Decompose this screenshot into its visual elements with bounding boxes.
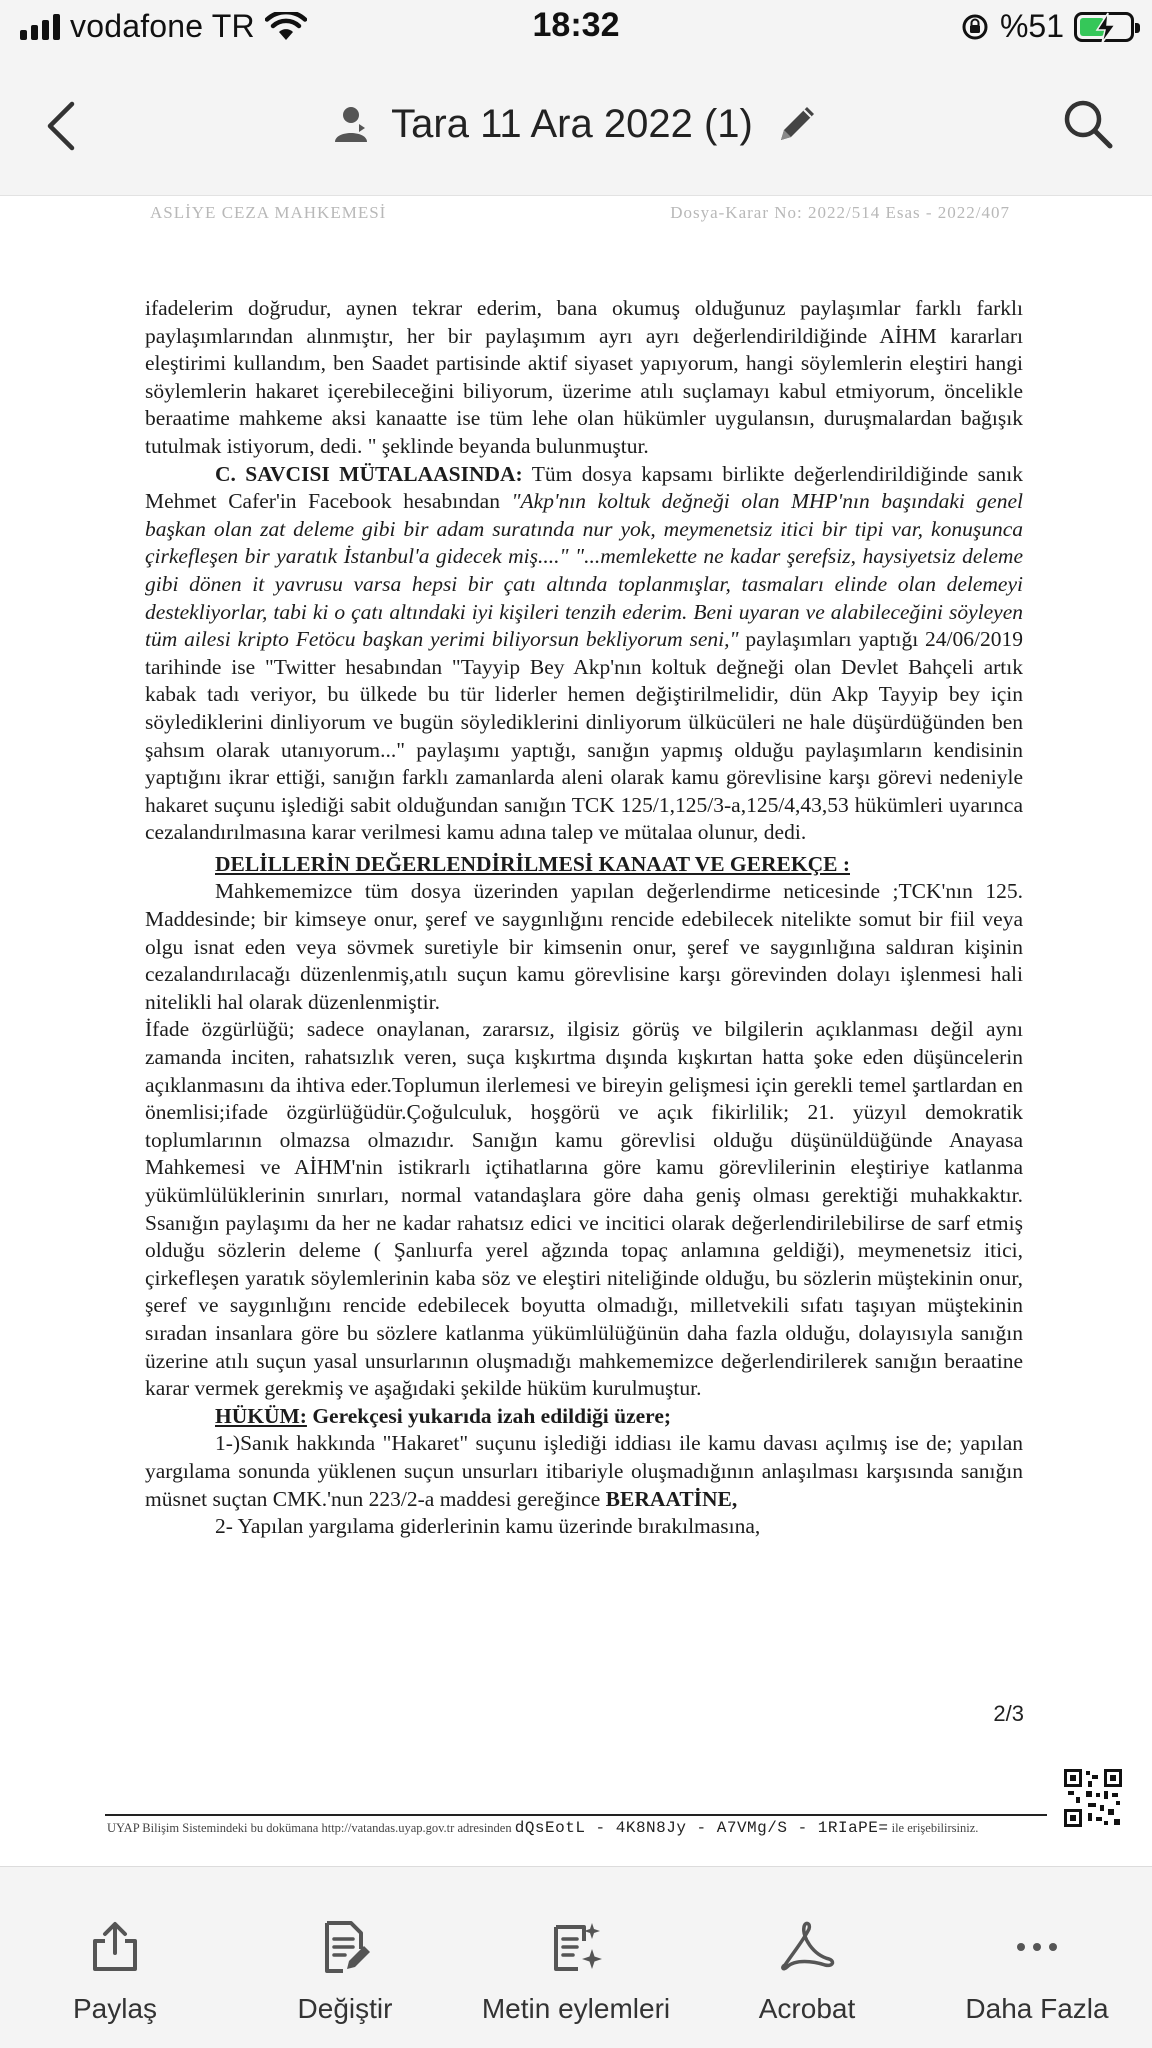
text-actions-icon — [548, 1919, 604, 1975]
document-body — [145, 295, 1023, 1541]
prosecutor-text-a: Tüm dosya kapsamı birlikte değerlendirildiğinde sanık Mehmet Cafer'in Facebook hesabından — [145, 461, 1023, 514]
document-header — [150, 203, 1010, 223]
paragraph-freedom-of-expression: İfade özgürlüğü; sadece onaylanan, zararsız, ilgisiz görüş ve bilgilerin açıklanması değil aynı zamanda inciten, rahatsızlık veren, suça kışkırtma dışında kışkırtan hatta şoke eden düşüncelerin açıklanmasını da ihtiva eder.Toplumun ilerlemesi ve bireyin gelişmesi için gerekli temel şartlardan en önemlisi;ifade özgürlüğüdür.Çoğulculuk, hoşgörü ve açık fikirlilik; 21. yüzyıl demokratik toplumlarının olmazsa olmazıdır. Sanığın kamu görevlisi olduğu düşünüldüğünde Anayasa Mahkemesi ve AİHM'nin istikrarlı içtihatlarına göre kamu görevlilerinin eleştiriye katlanma yükümlülüklerinin sınırları, normal vatandaşlara göre daha geniş olması gerektiği muhakkaktır. Ssanığın paylaşımı da her ne kadar rahatsız edici ve incitici olarak değerlendirilebilirse de sarf etmiş olduğu sözlerin deleme ( Şanlıurfa yerel ağzında topaç anlamına geldiği), meymenetsiz itici, çirkefleşen yaratık söylemlerinin kaba söz ve eleştiri niteliğinde olduğu, bu sözlerin müştekinin onur, şeref ve saygınlığını rencide edebilecek boyutta olmadığı, milletvekili sıfatı taşıyan müştekinin sıradan insanlara göre bu sözlere katlanma yükümlülüğünün daha fazla olduğu, dolayısıyla sanığın üzerine atılı suçun yasal unsurlarının oluşmadığı mahkememizce değerlendirilerek sanığın beraatine karar vermek gerekmiş ve aşağıdaki şekilde hüküm kurulmuştur. — [145, 1017, 1023, 1401]
share-label: Paylaş — [72, 1993, 158, 2024]
verdict-item-2: 2- Yapılan yargılama giderlerinin kamu üzerinde bırakılmasına, — [215, 1514, 761, 1539]
more-label: Daha Fazla — [965, 1993, 1109, 2024]
document-title: Tara 11 Ara 2022 (1) — [391, 101, 753, 146]
clock: 18:32 — [532, 6, 620, 44]
paragraph-statement: ifadelerim doğrudur, aynen tekrar ederim, bana okumuş olduğunuz paylaşımlar farklı farklı paylaşımlarından alınmıştır, her bir paylaşımım ayrı ayrı değerlendirildiğinde AİHM kararları eleştirimi kullandım, ben Saadet partisinde aktif siyaset yapıyorum, hangi söylemlerin eleştiri hangi söylemlerin hakaret içerebileceğini biliyorum, üzerime atılı suçlamayı kabul etmiyorum, öncelikle beraatime mahkeme aksi kanaatte ise tüm lehe olan hükümler uygulansın, duruşmalardan bağışık tutulmak istiyorum, dedi. " şeklinde beyanda bulunmuştur. — [145, 296, 1023, 458]
court-name: ASLİYE CEZA MAHKEMESİ — [150, 203, 387, 222]
case-number: Dosya-Karar No: 2022/514 Esas - 2022/407 — [670, 203, 1010, 222]
verdict-heading-rest: Gerekçesi yukarıda izah edildiği üzere; — [306, 1403, 672, 1428]
uyap-footer — [107, 1819, 1047, 1837]
page-number: 2/3 — [993, 1701, 1024, 1726]
title-group — [0, 98, 1152, 150]
evaluation-heading: DELİLLERİN DEĞERLENDİRİLMESİ KANAAT VE GEREKÇE : — [215, 851, 850, 876]
paragraph-verdict-heading — [145, 1403, 1023, 1431]
acrobat-icon — [779, 1919, 835, 1975]
document-page[interactable] — [0, 197, 1152, 1865]
battery-icon — [1074, 12, 1134, 42]
acrobat-label: Acrobat — [758, 1993, 856, 2024]
search-icon[interactable] — [1058, 94, 1118, 154]
text-actions-label: Metin eylemleri — [481, 1993, 671, 2024]
bottom-toolbar — [0, 1866, 1152, 2048]
battery-nub — [1135, 23, 1140, 33]
footer-verification-code: dQsEotL - 4K8N8Jy - A7VMg/S - 1RIaPE= — [514, 1819, 889, 1837]
share-icon — [87, 1919, 143, 1975]
verdict-item-1 — [145, 1430, 1023, 1513]
footer-divider — [105, 1814, 1047, 1816]
text-actions-button[interactable] — [460, 1867, 692, 2048]
prosecutor-quote: "Akp'nın koltuk değneği olan MHP'nın başındaki genel başkan olan zat deleme gibi bir adam suratında nur yok, meymenetsiz itici bir tipi var, konuşunca çirkefleşen bir yaratık İstanbul'a gidecek miş...." "...memlekette ne kadar şerefsiz, haysiyetsiz deleme gibi dönen it yavrusu varsa hepsi bir çatı altında toplanmışlar, tasmaları elinde olan delemeyi destekliyorlar, tabi ki o çatı altındaki iyi kişileri tenzih ederim. Beni uyaran ve alabileceğini söyleyen tüm ailesi kripto Fetöcu başkan yerimi biliyorsun bekliyorum seni," — [145, 489, 1023, 652]
acrobat-button[interactable] — [692, 1867, 922, 2048]
paragraph-prosecutor — [145, 461, 1023, 847]
verdict-item-1-text: 1-)Sanık hakkında "Hakaret" suçunu işlediği iddiası ile kamu davası açılmış ise de; yapılan yargılama sonunda yüklenen suçun unsurları itibariyle oluşmadığının anlaşılması karşısında sanığın müsnet suçtan CMK.'nun 223/2-a maddesi gereğince — [145, 1431, 1023, 1511]
status-right — [960, 8, 1134, 45]
orientation-lock-icon — [960, 12, 990, 42]
footer-text: UYAP Bilişim Sistemindeki bu dokümana http://vatandas.uyap.gov.tr adresinden — [107, 1821, 512, 1835]
verdict-item-1-decision: BERAATİNE, — [605, 1486, 738, 1511]
pencil-icon[interactable] — [771, 98, 823, 150]
section-heading-wrap — [145, 847, 1023, 879]
battery-percent: %51 — [999, 8, 1064, 44]
qr-code-icon — [1064, 1769, 1122, 1827]
edit-document-icon — [317, 1919, 373, 1975]
edit-label: Değiştir — [297, 1993, 393, 2024]
nav-bar — [0, 58, 1152, 196]
carrier-name: vodafone TR — [70, 8, 255, 44]
status-bar — [0, 0, 1152, 58]
person-icon — [329, 102, 373, 146]
charging-bolt-icon — [1091, 11, 1121, 45]
share-button[interactable] — [0, 1867, 230, 2048]
prosecutor-text-b: paylaşımları yaptığı 24/06/2019 tarihinde ise "Twitter hesabından "Tayyip Bey Akp'nın koltuk değneği olan Devlet Bahçeli artık kabak tadı veriyor, bu ülkede bu tür liderler hemen değiştirilmelidir, dün Akp Tayyip bey için söylediklerini dinliyorum ve bugün söylediklerini dinliyorum ülkücüleri ne hale düşürdüğünden ben şahsım olarak utanıyorum..." paylaşımı yaptığı, sanığın yapmış olduğu paylaşımların kendisinin yaptığını ikrar ettiği, sanığın farklı zamanlarda aleni olarak kamu görevlisine karşı görevi nedeniyle hakaret suçunu işlediği sabit olduğundan sanığın TCK 125/1,125/3-a,125/4,43,53 hükümleri uyarınca cezalandırılmasına karar verilmesi kamu adına talep ve mütalaa olunur, dedi. — [145, 627, 1023, 845]
prosecutor-heading: C. SAVCISI MÜTALAASINDA: — [215, 461, 523, 486]
more-button[interactable] — [922, 1867, 1152, 2048]
edit-button[interactable] — [230, 1867, 460, 2048]
verdict-label: HÜKÜM: — [215, 1403, 307, 1428]
footer-end: ile erişebilirsiniz. — [891, 1821, 979, 1835]
more-icon — [1009, 1919, 1065, 1975]
paragraph-evaluation: Mahkememizce tüm dosya üzerinden yapılan değerlendirme neticesinde ;TCK'nın 125. Maddesinde; bir kimseye onur, şeref ve saygınlığını rencide edebilecek nitelikte somut bir fiil veya olgu isnat eden veya sövmek suretiyle bir kimsenin onur, şeref ve saygınlığına saldıran kişinin cezalandırılacağı düzenlenmiş,atılı suçun kamu görevlisine karşı görevinden dolayı işlenmesi hali nitelikli hal olarak düzenlenmiştir. — [145, 879, 1023, 1014]
